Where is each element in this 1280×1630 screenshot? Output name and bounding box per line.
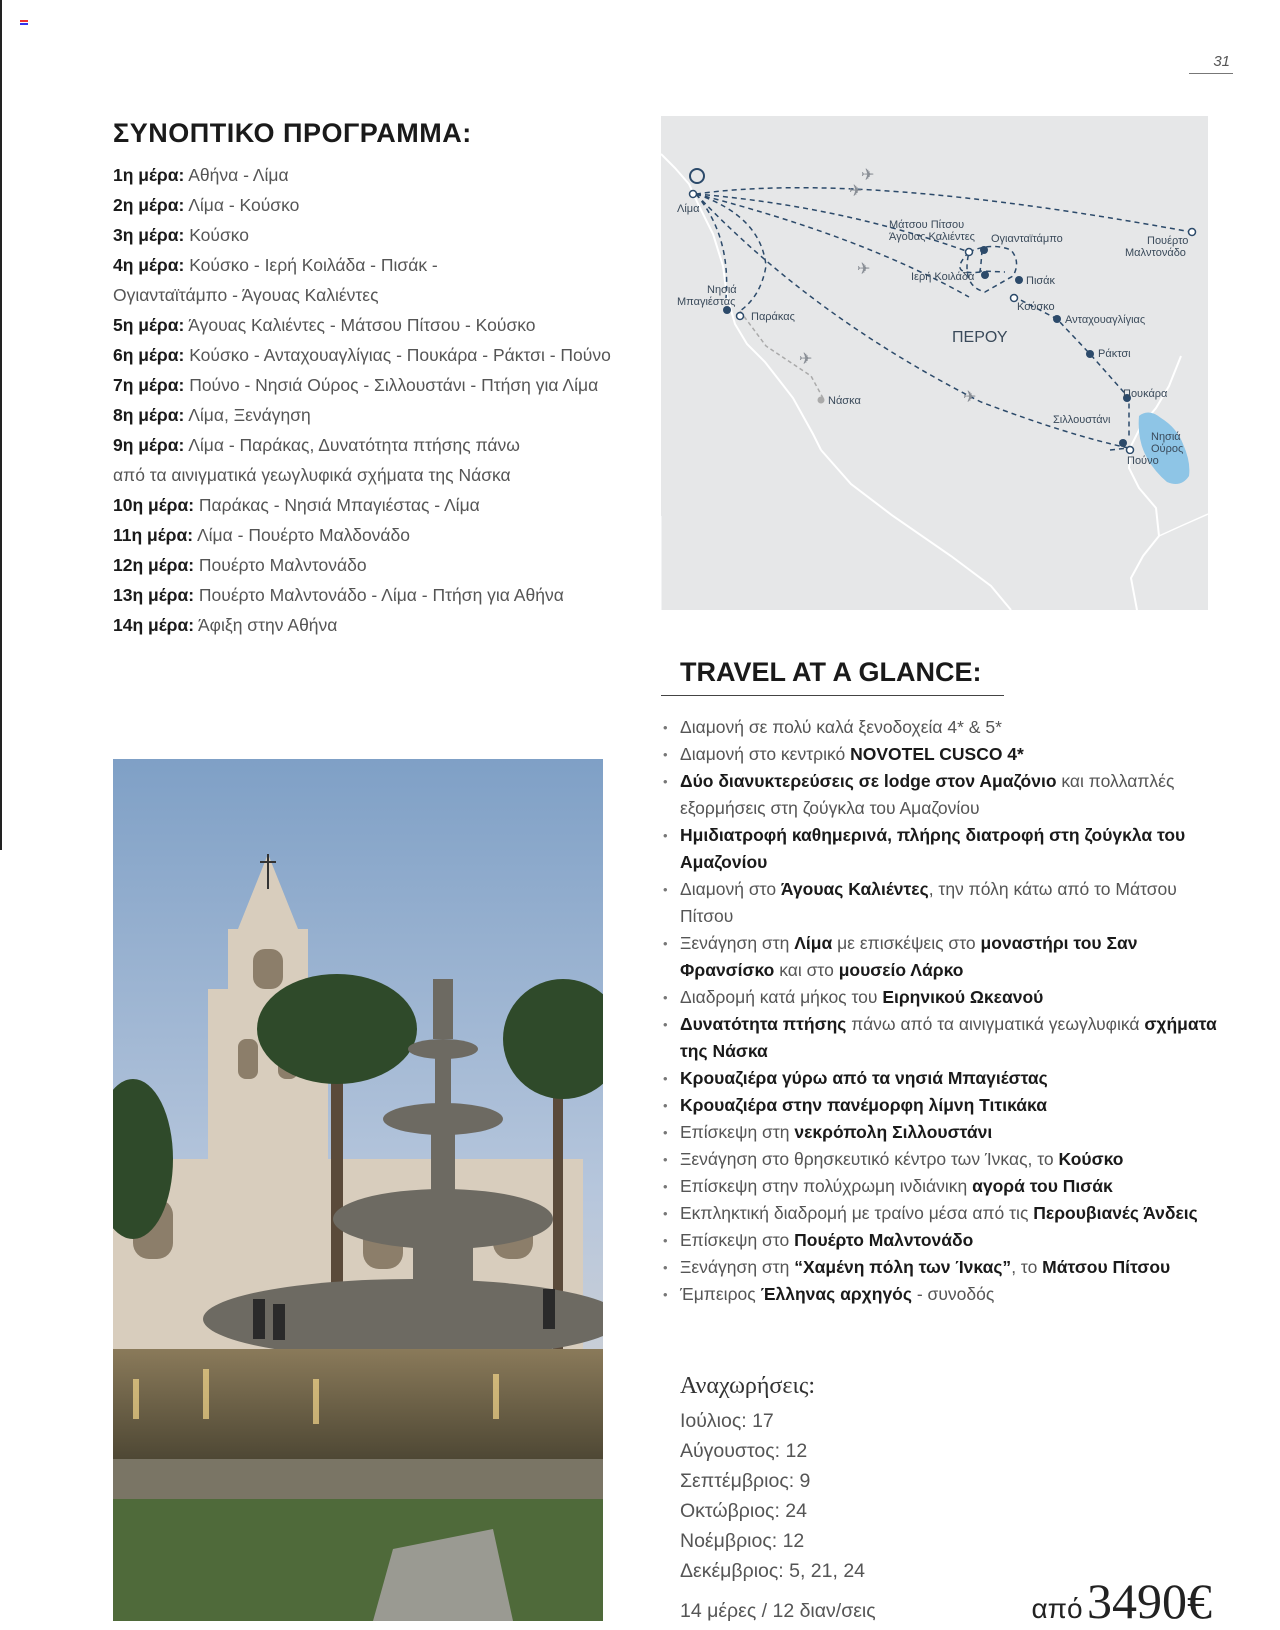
- day-text: Παράκας - Νησιά Μπαγιέστας - Λίμα: [198, 495, 480, 515]
- day-label: 14η μέρα:: [113, 615, 195, 635]
- map-label-sillustani: Σιλλουστάνι: [1053, 414, 1111, 426]
- map-label-machu: Μάτσου Πίτσου: [889, 219, 965, 231]
- highlight-text: πάνω από τα αινιγματικά γεωγλυφικά: [846, 1014, 1145, 1034]
- highlight-text: , την πόλη κάτω από το Μάτσου Πίτσου: [680, 879, 1177, 926]
- day-label: 6η μέρα:: [113, 345, 185, 365]
- itinerary-day: [113, 490, 633, 520]
- itinerary-day: [113, 520, 633, 550]
- highlight-text: με επισκέψεις στο: [832, 933, 981, 953]
- day-label: 12η μέρα:: [113, 555, 195, 575]
- departure-date: Δεκέμβριος: 5, 21, 24: [680, 1560, 866, 1582]
- highlight-item: [661, 1173, 1221, 1200]
- highlight-bold: Πουέρτο Μαλντονάδο: [794, 1230, 974, 1250]
- map-label-puno: Πούνο: [1127, 455, 1159, 467]
- itinerary-day: [113, 550, 633, 580]
- plane-icon: ✈: [861, 167, 875, 184]
- highlight-bold: Κούσκο: [1058, 1149, 1124, 1169]
- highlight-bold: NOVOTEL CUSCO 4*: [850, 744, 1024, 764]
- departure-date: Ιούλιος: 17: [680, 1410, 774, 1432]
- highlight-text: Ξενάγηση στο θρησκευτικό κέντρο των Ίνκας, το: [680, 1149, 1059, 1169]
- highlight-bold: Ημιδιατροφή καθημερινά, πλήρης διατροφή στη ζούγκλα του Αμαζονίου: [680, 825, 1186, 872]
- highlight-text: Έμπειρος: [680, 1284, 761, 1304]
- itinerary-list: [113, 160, 633, 640]
- highlight-item: [661, 1092, 1221, 1119]
- highlight-text: - συνοδός: [911, 1284, 995, 1304]
- highlight-bold: μοναστήρι του Σαν Φρανσίσκο: [680, 933, 1138, 980]
- departures-list: [680, 1406, 865, 1586]
- day-label: 13η μέρα:: [113, 585, 195, 605]
- highlight-item: [661, 930, 1221, 984]
- highlight-text: και πολλαπλές εξορμήσεις στη ζούγκλα του Αμαζονίου: [680, 771, 1175, 818]
- map-label-sacred-valley: Ιερή Κοιλάδα: [911, 271, 975, 283]
- highlight-item: [661, 1281, 1221, 1308]
- map-label-country: ΠΕΡΟΥ: [952, 329, 1008, 346]
- glance-title: TRAVEL AT A GLANCE:: [680, 657, 982, 687]
- plane-icon: ✈: [799, 351, 813, 368]
- day-text: Πουέρτο Μαλντονάδο: [198, 555, 367, 575]
- day-label: 2η μέρα:: [113, 195, 185, 215]
- highlight-text: Επίσκεψη στη: [680, 1122, 795, 1142]
- itinerary-day: [113, 220, 633, 250]
- day-text: Λίμα - Πουέρτο Μαλδονάδο: [196, 525, 411, 545]
- map-label-lima: Λίμα: [677, 203, 700, 215]
- map-label-nazca: Νάσκα: [828, 395, 861, 407]
- highlight-text: Ξενάγηση στη: [680, 933, 795, 953]
- highlight-item: [661, 714, 1221, 741]
- day-label: 1η μέρα:: [113, 165, 185, 185]
- day-text: Πούνο - Νησιά Ούρος - Σιλλουστάνι - Πτήση για Λίμα: [189, 375, 599, 395]
- day-label: 7η μέρα:: [113, 375, 185, 395]
- highlight-text: Διαμονή στο κεντρικό: [680, 744, 851, 764]
- day-label: 5η μέρα:: [113, 315, 185, 335]
- departure-date: Σεπτέμβριος: 9: [680, 1470, 811, 1492]
- highlight-item: [661, 1146, 1221, 1173]
- map-label-aguas: Άγουας Καλιέντες: [889, 231, 975, 243]
- highlight-text: Επίσκεψη στο: [680, 1230, 795, 1250]
- day-text: Κούσκο - Ιερή Κοιλάδα - Πισάκ -: [189, 255, 438, 275]
- day-text-continued: από τα αινιγματικά γεωγλυφικά σχήματα της Νάσκα: [113, 465, 511, 485]
- map-label-uros-2: Ούρος: [1151, 443, 1184, 455]
- itinerary-day: [113, 160, 633, 190]
- highlight-text: και στο: [774, 960, 839, 980]
- highlight-item: [661, 1200, 1221, 1227]
- day-text: Άφιξη στην Αθήνα: [197, 615, 338, 635]
- highlight-text: Διαμονή στο: [680, 879, 781, 899]
- highlight-bold: αγορά του Πισάκ: [972, 1176, 1113, 1196]
- highlight-text: Ξενάγηση στη: [680, 1257, 795, 1277]
- highlight-bold: Λίμα: [794, 933, 833, 953]
- day-text-continued: Ογιανταϊτάμπο - Άγουας Καλιέντες: [113, 285, 379, 305]
- itinerary-day: [113, 400, 633, 430]
- highlight-text: , το: [1011, 1257, 1043, 1277]
- map-label-andahuaylillas: Ανταχουαγλίγιας: [1065, 314, 1146, 326]
- page-edge-rule: [0, 0, 2, 850]
- day-label: 10η μέρα:: [113, 495, 195, 515]
- cathedral-photo: [113, 759, 603, 1621]
- map-label-pisac: Πισάκ: [1026, 275, 1056, 287]
- departures-title: Αναχωρήσεις:: [680, 1373, 816, 1399]
- itinerary-day: [113, 370, 633, 400]
- highlight-bold: Κρουαζιέρα στην πανέμορφη λίμνη Τιτικάκα: [680, 1095, 1047, 1115]
- highlight-item: [661, 1011, 1221, 1065]
- highlight-text: Διαμονή σε πολύ καλά ξενοδοχεία 4* & 5*: [680, 717, 1002, 737]
- plane-icon: ✈: [857, 261, 871, 278]
- day-text: Κούσκο - Ανταχουαγλίγιας - Πουκάρα - Ράκτσι - Πούνο: [189, 345, 611, 365]
- day-text: Λίμα, Ξενάγηση: [188, 405, 311, 425]
- page-number: 31: [1213, 53, 1230, 70]
- day-text: Πουέρτο Μαλντονάδο - Λίμα - Πτήση για Αθήνα: [198, 585, 564, 605]
- route-map: [661, 116, 1208, 610]
- highlight-item: [661, 1065, 1221, 1092]
- price: [1031, 1572, 1212, 1630]
- itinerary-day: [113, 250, 633, 310]
- day-label: 9η μέρα:: [113, 435, 185, 455]
- day-label: 11η μέρα:: [113, 525, 194, 545]
- highlight-item: [661, 768, 1221, 822]
- photo-illustration: [113, 759, 603, 1621]
- highlight-bold: Μάτσου Πίτσου: [1042, 1257, 1171, 1277]
- highlight-bold: Έλληνας αρχηγός: [760, 1284, 912, 1304]
- itinerary-day: [113, 580, 633, 610]
- highlight-bold: Δυνατότητα πτήσης: [680, 1014, 847, 1034]
- highlight-bold: Ειρηνικού Ωκεανού: [882, 987, 1044, 1007]
- highlight-bold: “Χαμένη πόλη των Ίνκας”: [794, 1257, 1012, 1277]
- highlight-item: [661, 741, 1221, 768]
- map-label-paracas: Παράκας: [751, 311, 795, 323]
- day-text: Κούσκο: [189, 225, 250, 245]
- highlight-bold: Περουβιανές Άνδεις: [1033, 1203, 1198, 1223]
- highlight-item: [661, 876, 1221, 930]
- flag-icon: [20, 20, 28, 27]
- departure-date: Οκτώβριος: 24: [680, 1500, 807, 1522]
- plane-icon: ✈: [963, 389, 977, 406]
- day-text: Αθήνα - Λίμα: [188, 165, 289, 185]
- highlight-item: [661, 1119, 1221, 1146]
- highlight-item: [661, 822, 1221, 876]
- highlight-text: Επίσκεψη στην πολύχρωμη ινδιάνικη: [680, 1176, 973, 1196]
- map-label-pucara: Πουκάρα: [1123, 388, 1168, 400]
- highlight-text: Διαδρομή κατά μήκος του: [680, 987, 883, 1007]
- map-label-uros: Νησιά: [1151, 431, 1181, 443]
- highlight-bold: σχήματα της Νάσκα: [680, 1014, 1217, 1061]
- map-label-islands-2: Μπαγιέστας: [677, 296, 736, 308]
- price-from: από: [1031, 1593, 1083, 1624]
- map-label-cusco: Κούσκο: [1017, 301, 1055, 313]
- price-amount: 3490€: [1087, 1573, 1212, 1629]
- plane-icon: ✈: [849, 183, 863, 200]
- highlight-bold: Δύο διανυκτερεύσεις σε lodge στον Αμαζόνιο: [680, 771, 1057, 791]
- highlight-bold: Κρουαζιέρα γύρω από τα νησιά Μπαγιέστας: [680, 1068, 1048, 1088]
- highlight-item: [661, 984, 1221, 1011]
- day-text: Λίμα - Παράκας, Δυνατότητα πτήσης πάνω: [188, 435, 520, 455]
- trip-duration: 14 μέρες / 12 διαν/σεις: [680, 1600, 876, 1622]
- highlight-text: Εκπληκτική διαδρομή με τραίνο μέσα από τις: [680, 1203, 1034, 1223]
- page-number-rule: [1189, 73, 1233, 74]
- highlight-bold: Άγουας Καλιέντες: [780, 879, 929, 899]
- highlight-item: [661, 1254, 1221, 1281]
- highlight-bold: νεκρόπολη Σιλλουστάνι: [794, 1122, 993, 1142]
- glance-rule: [661, 695, 1004, 696]
- itinerary-day: [113, 610, 633, 640]
- map-label-islands: Νησιά: [707, 284, 737, 296]
- program-title: ΣΥΝΟΠΤΙΚΟ ΠΡΟΓΡΑΜΜΑ:: [113, 118, 472, 148]
- itinerary-day: [113, 310, 633, 340]
- day-text: Λίμα - Κούσκο: [188, 195, 300, 215]
- itinerary-day: [113, 340, 633, 370]
- departure-date: Νοέμβριος: 12: [680, 1530, 805, 1552]
- highlights-list: [661, 714, 1221, 1308]
- itinerary-day: [113, 430, 633, 490]
- map-label-maldonado: Πουέρτο: [1147, 235, 1189, 247]
- highlight-item: [661, 1227, 1221, 1254]
- map-label-ollantay: Ογιανταϊτάμπο: [991, 233, 1063, 245]
- map-label-raqchi: Ράκτσι: [1098, 348, 1131, 360]
- map-label-maldonado-2: Μαλντονάδο: [1125, 247, 1186, 259]
- highlight-bold: μουσείο Λάρκο: [838, 960, 964, 980]
- itinerary-day: [113, 190, 633, 220]
- day-text: Άγουας Καλιέντες - Μάτσου Πίτσου - Κούσκο: [188, 315, 536, 335]
- day-label: 3η μέρα:: [113, 225, 185, 245]
- day-label: 8η μέρα:: [113, 405, 185, 425]
- departure-date: Αύγουστος: 12: [680, 1440, 808, 1462]
- day-label: 4η μέρα:: [113, 255, 185, 275]
